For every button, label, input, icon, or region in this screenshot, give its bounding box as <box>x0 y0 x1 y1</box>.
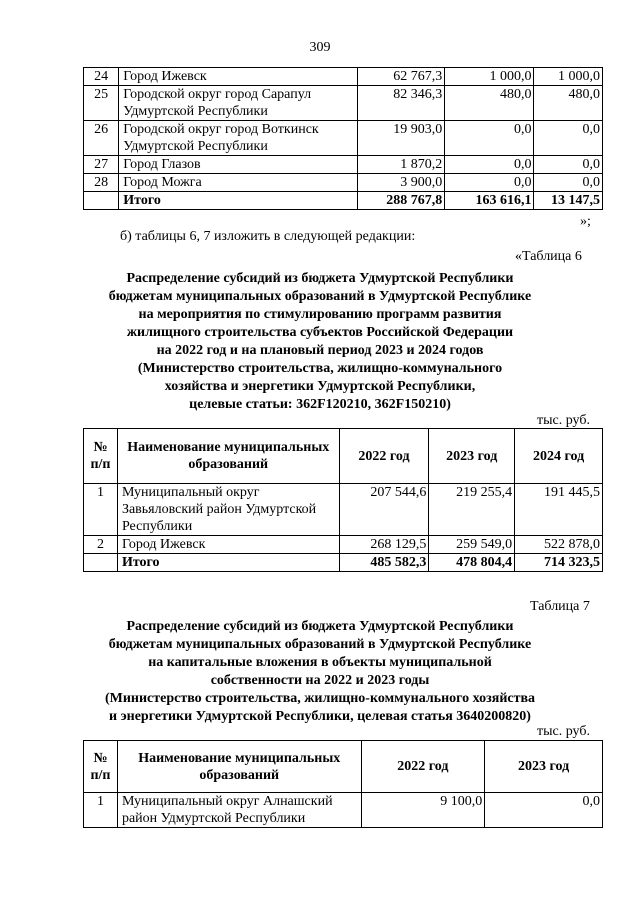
table7-label: Таблица 7 <box>530 599 590 614</box>
table7-unit: тыс. руб. <box>537 724 590 739</box>
table7 <box>83 740 603 828</box>
total-label: Итого <box>117 554 339 572</box>
total-value: 163 616,1 <box>445 192 534 210</box>
table-row <box>84 793 603 828</box>
municipality-name: Город Глазов <box>119 156 358 174</box>
title-line: бюджетам муниципальных образований в Удмуртской Республике <box>108 637 532 652</box>
value-cell: 0,0 <box>534 174 603 192</box>
total-label: Итого <box>119 192 358 210</box>
value-cell: 3 900,0 <box>358 174 445 192</box>
value-cell: 1 000,0 <box>534 68 603 86</box>
value-cell: 1 000,0 <box>445 68 534 86</box>
row-number: 2 <box>84 536 118 554</box>
title-line: Распределение субсидий из бюджета Удмуртской Республики <box>126 271 514 286</box>
value-cell: 0,0 <box>445 174 534 192</box>
row-number: 24 <box>84 68 119 86</box>
municipality-name: Город Ижевск <box>119 68 358 86</box>
title-line: жилищного строительства субъектов Российской Федерации <box>126 325 514 340</box>
total-value: 288 767,8 <box>358 192 445 210</box>
value-cell: 82 346,3 <box>358 86 445 121</box>
total-value: 478 804,4 <box>429 554 515 572</box>
table-row <box>84 68 603 86</box>
title-line: и энергетики Удмуртской Республики, целевая статья 3640200820) <box>109 709 531 724</box>
header-year: 2022 год <box>339 429 429 484</box>
value-cell: 19 903,0 <box>358 121 445 156</box>
table6-title <box>60 270 580 414</box>
header-row <box>84 741 603 793</box>
title-line: хозяйства и энергетики Удмуртской Республики, <box>164 379 476 394</box>
value-cell: 480,0 <box>445 86 534 121</box>
value-cell: 268 129,5 <box>339 536 429 554</box>
value-cell: 9 100,0 <box>361 793 485 828</box>
value-cell: 0,0 <box>445 156 534 174</box>
total-row <box>84 554 603 572</box>
top-table <box>83 67 603 210</box>
header-year: 2023 год <box>429 429 515 484</box>
row-number: 25 <box>84 86 119 121</box>
municipality-name: Городской округ город Воткинск Удмуртской Республики <box>119 121 358 156</box>
table6-label: «Таблица 6 <box>515 249 582 264</box>
header-year: 2024 год <box>515 429 603 484</box>
header-number: № п/п <box>84 741 118 793</box>
value-cell: 0,0 <box>485 793 603 828</box>
header-year: 2022 год <box>361 741 485 793</box>
municipality-name: Город Можга <box>119 174 358 192</box>
header-number: № п/п <box>84 429 118 484</box>
municipality-name: Городской округ город Сарапул Удмуртской Республики <box>119 86 358 121</box>
page-number: 309 <box>309 40 331 55</box>
table6-unit: тыс. руб. <box>537 413 590 428</box>
value-cell: 191 445,5 <box>515 484 603 536</box>
value-cell: 522 878,0 <box>515 536 603 554</box>
title-line: на капитальные вложения в объекты муниципальной <box>148 655 492 670</box>
municipality-name: Город Ижевск <box>117 536 339 554</box>
title-line: бюджетам муниципальных образований в Удмуртской Республике <box>108 289 532 304</box>
total-row <box>84 192 603 210</box>
table-row <box>84 86 603 121</box>
empty-cell <box>84 192 119 210</box>
table-row <box>84 121 603 156</box>
value-cell: 62 767,3 <box>358 68 445 86</box>
row-number: 28 <box>84 174 119 192</box>
title-line: на 2022 год и на плановый период 2023 и 2024 годов <box>156 343 484 358</box>
value-cell: 1 870,2 <box>358 156 445 174</box>
title-line: на мероприятия по стимулированию программ развития <box>138 307 502 322</box>
value-cell: 480,0 <box>534 86 603 121</box>
total-value: 13 147,5 <box>534 192 603 210</box>
instruction-text: б) таблицы 6, 7 изложить в следующей редакции: <box>120 229 416 244</box>
header-row <box>84 429 603 484</box>
municipality-name: Муниципальный округ Алнашский район Удмуртской Республики <box>117 793 361 828</box>
row-number: 26 <box>84 121 119 156</box>
table-row <box>84 484 603 536</box>
title-line: (Министерство строительства, жилищно-коммунального <box>137 361 503 376</box>
empty-cell <box>84 554 118 572</box>
table6 <box>83 428 603 572</box>
table-row <box>84 174 603 192</box>
title-line: (Министерство строительства, жилищно-коммунального хозяйства <box>104 691 536 706</box>
title-line: Распределение субсидий из бюджета Удмуртской Республики <box>126 619 514 634</box>
table-row <box>84 536 603 554</box>
title-line: собственности на 2022 и 2023 годы <box>210 673 430 688</box>
value-cell: 0,0 <box>445 121 534 156</box>
total-value: 714 323,5 <box>515 554 603 572</box>
municipality-name: Муниципальный округ Завьяловский район Удмуртской Республики <box>117 484 339 536</box>
header-name: Наименование муниципальных образований <box>117 741 361 793</box>
header-name: Наименование муниципальных образований <box>117 429 339 484</box>
row-number: 27 <box>84 156 119 174</box>
table-row <box>84 156 603 174</box>
total-value: 485 582,3 <box>339 554 429 572</box>
table7-title <box>60 618 580 726</box>
value-cell: 219 255,4 <box>429 484 515 536</box>
value-cell: 0,0 <box>534 121 603 156</box>
value-cell: 207 544,6 <box>339 484 429 536</box>
value-cell: 259 549,0 <box>429 536 515 554</box>
header-year: 2023 год <box>485 741 603 793</box>
closing-quote: »; <box>580 214 591 229</box>
title-line: целевые статьи: 362F120210, 362F150210) <box>189 397 451 412</box>
row-number: 1 <box>84 484 118 536</box>
value-cell: 0,0 <box>534 156 603 174</box>
row-number: 1 <box>84 793 118 828</box>
